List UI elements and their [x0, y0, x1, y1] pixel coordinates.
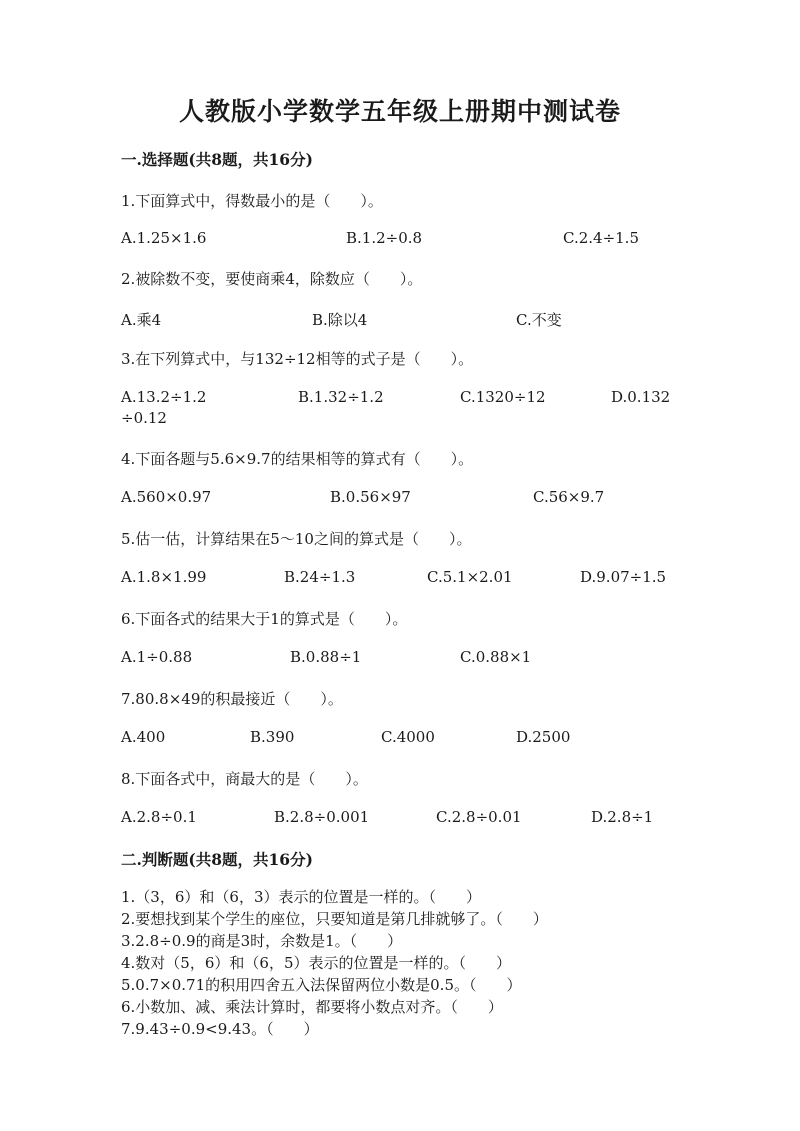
- section-heading-choice: 一.选择题(共8题，共16分): [121, 150, 313, 169]
- q5-option-b: B.24÷1.3: [284, 568, 356, 586]
- q2-option-c: C.不变: [516, 311, 562, 329]
- q7-option-a: A.400: [121, 728, 166, 746]
- q3-option-b: B.1.32÷1.2: [298, 388, 384, 406]
- q2-option-a: A.乘4: [121, 311, 162, 329]
- question-3: 3.在下列算式中，与132÷12相等的式子是（ ）。: [121, 350, 474, 368]
- q4-option-b: B.0.56×97: [330, 488, 411, 506]
- judgement-5: 5.0.7×0.71的积用四舍五入法保留两位小数是0.5。（ ）: [121, 976, 522, 994]
- q6-option-b: B.0.88÷1: [290, 648, 362, 666]
- q2-option-b: B.除以4: [312, 311, 368, 329]
- section-heading-judgement: 二.判断题(共8题，共16分): [121, 850, 313, 869]
- q7-option-c: C.4000: [381, 728, 435, 746]
- judgement-3: 3.2.8÷0.9的商是3时，余数是1。（ ）: [121, 932, 403, 950]
- q6-option-a: A.1÷0.88: [121, 648, 193, 666]
- q6-option-c: C.0.88×1: [460, 648, 532, 666]
- question-6: 6.下面各式的结果大于1的算式是（ ）。: [121, 610, 408, 628]
- question-4: 4.下面各题与5.6×9.7的结果相等的算式有（ ）。: [121, 450, 474, 468]
- page-title: 人教版小学数学五年级上册期中测试卷: [178, 97, 621, 126]
- q8-option-b: B.2.8÷0.001: [274, 808, 370, 826]
- q3-option-d: D.0.132: [611, 388, 671, 406]
- judgement-2: 2.要想找到某个学生的座位，只要知道是第几排就够了。（ ）: [121, 910, 548, 928]
- q8-option-d: D.2.8÷1: [591, 808, 654, 826]
- q3-option-c: C.1320÷12: [460, 388, 546, 406]
- judgement-7: 7.9.43÷0.9<9.43。（ ）: [121, 1020, 319, 1038]
- q8-option-c: C.2.8÷0.01: [436, 808, 522, 826]
- q1-option-b: B.1.2÷0.8: [346, 229, 423, 247]
- question-2: 2.被除数不变，要使商乘4，除数应（ ）。: [121, 270, 423, 288]
- question-7: 7.80.8×49的积最接近（ ）。: [121, 690, 343, 708]
- judgement-1: 1.（3，6）和（6，3）表示的位置是一样的。（ ）: [121, 888, 481, 906]
- judgement-6: 6.小数加、减、乘法计算时，都要将小数点对齐。（ ）: [121, 998, 503, 1016]
- question-8: 8.下面各式中，商最大的是（ ）。: [121, 770, 368, 788]
- question-5: 5.估一估，计算结果在5～10之间的算式是（ ）。: [121, 530, 472, 548]
- q1-option-c: C.2.4÷1.5: [563, 229, 639, 247]
- q8-option-a: A.2.8÷0.1: [121, 808, 197, 826]
- q4-option-c: C.56×9.7: [533, 488, 605, 506]
- q3-option-d-wrap: ÷0.12: [121, 409, 167, 427]
- q7-option-b: B.390: [250, 728, 295, 746]
- q5-option-a: A.1.8×1.99: [121, 568, 207, 586]
- q1-option-a: A.1.25×1.6: [121, 229, 207, 247]
- judgement-4: 4.数对（5，6）和（6，5）表示的位置是一样的。（ ）: [121, 954, 511, 972]
- q3-option-a: A.13.2÷1.2: [121, 388, 207, 406]
- question-1: 1.下面算式中，得数最小的是（ ）。: [121, 192, 383, 210]
- q5-option-c: C.5.1×2.01: [427, 568, 513, 586]
- q4-option-a: A.560×0.97: [121, 488, 212, 506]
- q7-option-d: D.2500: [516, 728, 571, 746]
- q5-option-d: D.9.07÷1.5: [580, 568, 667, 586]
